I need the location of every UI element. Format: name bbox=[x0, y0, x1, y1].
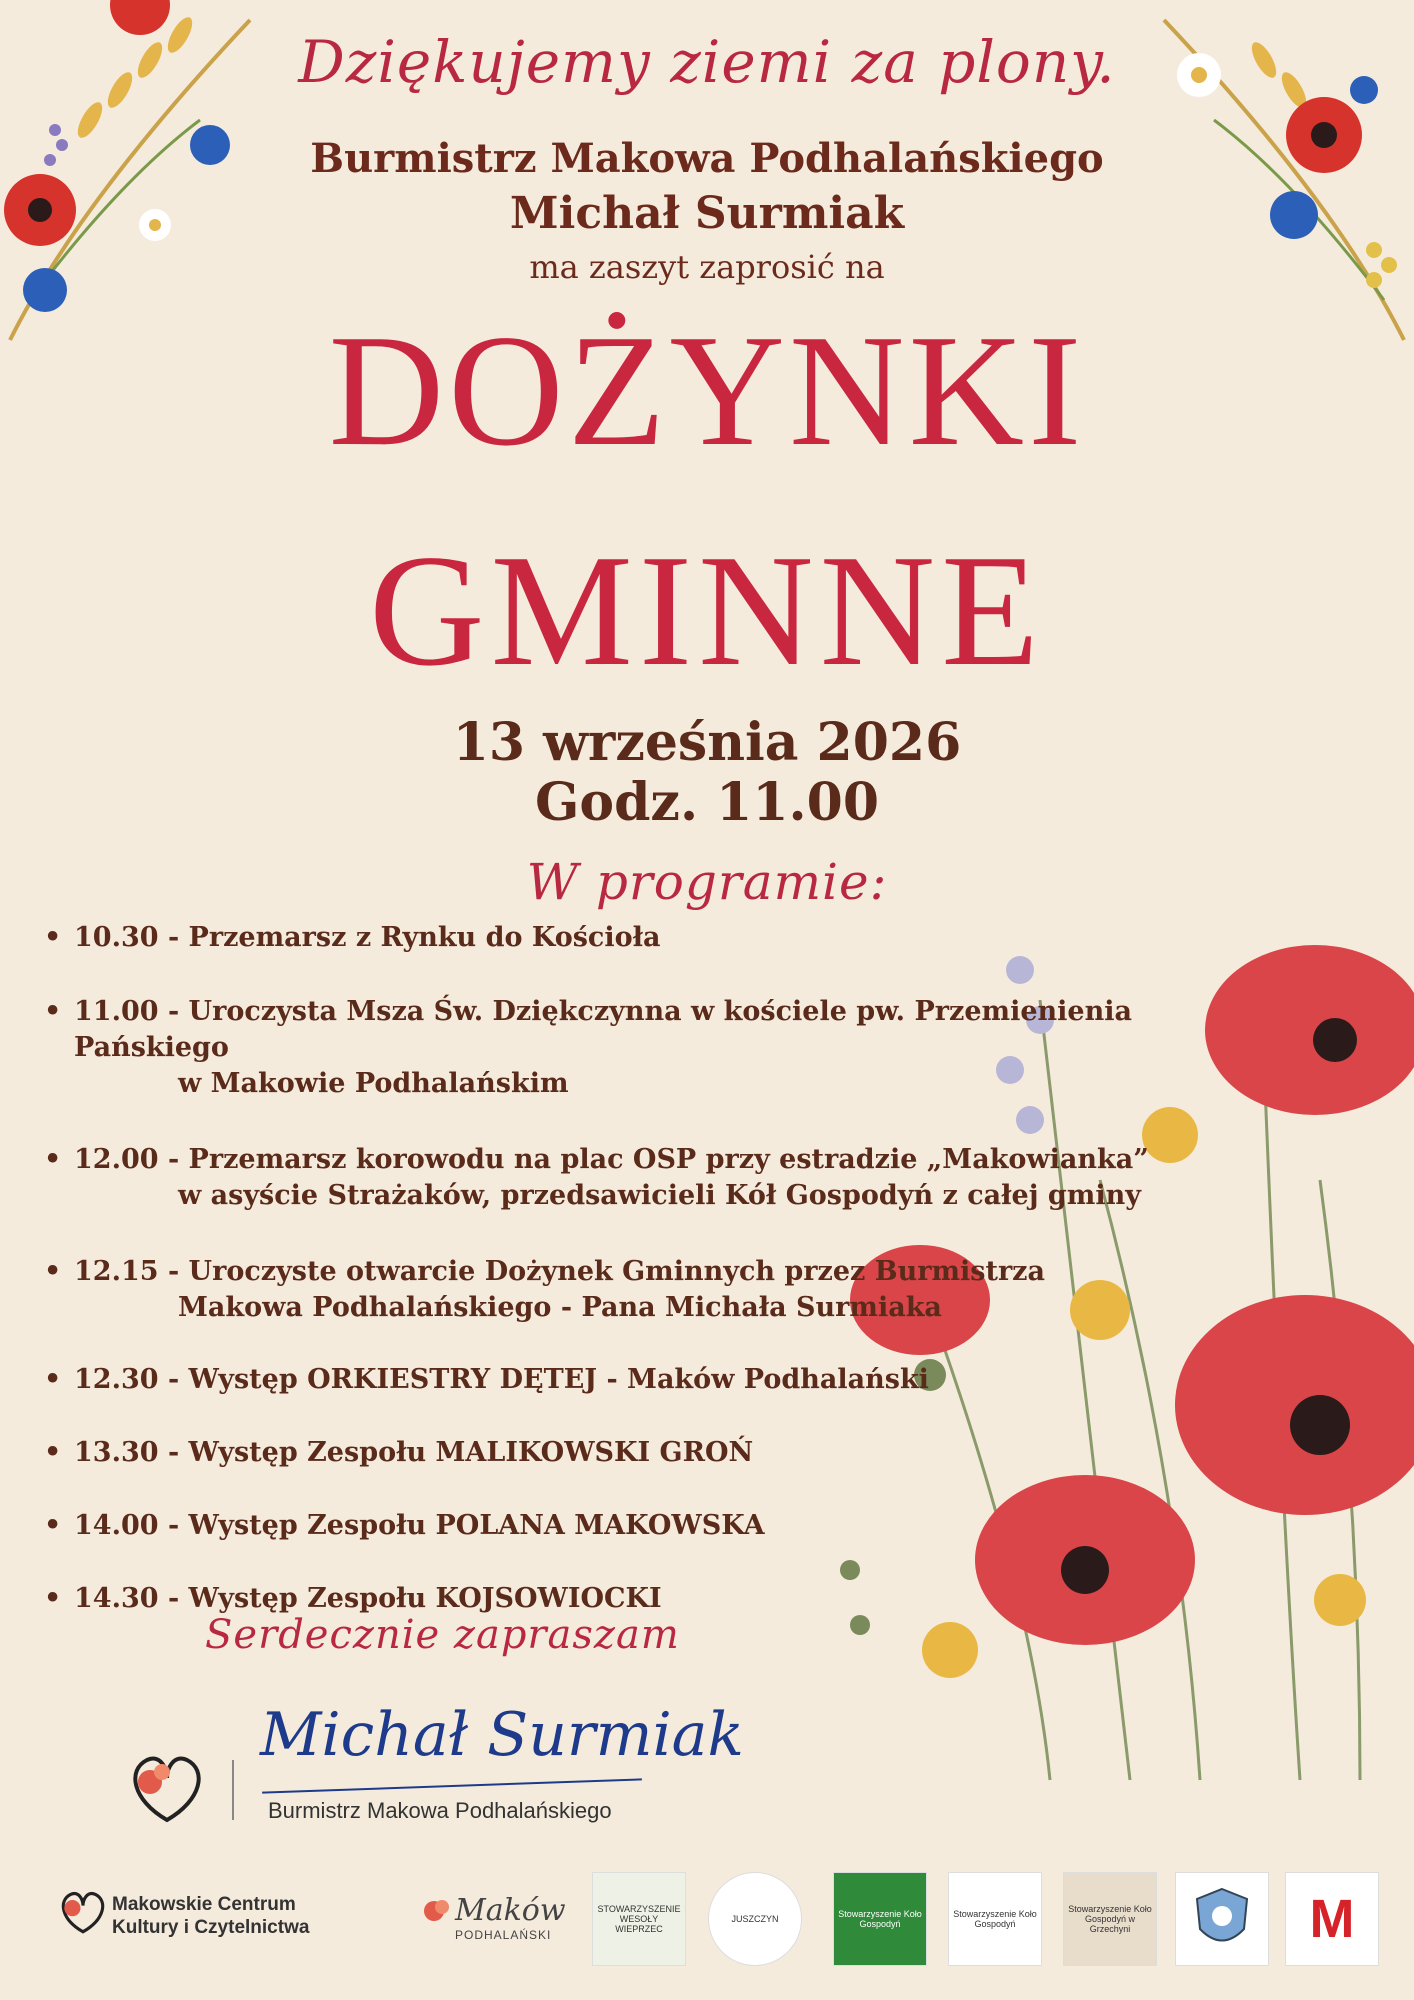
closing-text: Serdecznie zapraszam bbox=[205, 1612, 680, 1658]
program-list bbox=[40, 920, 1280, 1617]
program-item-text: • 12.15 - Uroczyste otwarcie Dożynek Gminnych przez Burmistrza bbox=[74, 1256, 1045, 1287]
program-item bbox=[40, 994, 1280, 1102]
sponsor-logo: M bbox=[1285, 1872, 1379, 1966]
mck-name-line2: Kultury i Czytelnictwa bbox=[112, 1917, 310, 1938]
event-title-line1: DOŻYNKI bbox=[328, 301, 1086, 479]
program-item bbox=[40, 1362, 1280, 1398]
event-date: 13 września 2026 bbox=[452, 712, 962, 773]
mck-poppy-logo-icon bbox=[122, 1740, 212, 1830]
program-item-text: • 11.00 - Uroczysta Msza Św. Dziękczynna w kościele pw. Przemienienia Pańskiego bbox=[74, 996, 1132, 1063]
program-item-text: • 12.30 - Występ ORKIESTRY DĘTEJ - Maków Podhalański bbox=[74, 1364, 929, 1395]
program-item bbox=[40, 1254, 1280, 1326]
mck-logo-icon bbox=[55, 1880, 111, 1940]
makow-poppy-icon bbox=[420, 1893, 456, 1929]
signature-underline bbox=[262, 1778, 642, 1793]
program-item-text: • 10.30 - Przemarsz z Rynku do Kościoła bbox=[74, 922, 661, 953]
program-item bbox=[40, 1142, 1280, 1214]
makow-logo-subtitle: PODHALAŃSKI bbox=[455, 1928, 552, 1942]
program-item-text: • 12.00 - Przemarsz korowodu na plac OSP przy estradzie „Makowianka” bbox=[74, 1144, 1149, 1175]
signature-title: Burmistrz Makowa Podhalańskiego bbox=[268, 1798, 612, 1823]
mck-name-line1: Makowskie Centrum bbox=[112, 1894, 296, 1915]
sponsor-logo: STOWARZYSZENIE WESOŁY WIEPRZEC bbox=[592, 1872, 686, 1966]
sponsor-logo: Stowarzyszenie Koło Gospodyń bbox=[948, 1872, 1042, 1966]
program-item-continuation: w asyście Strażaków, przedsawicieli Kół Gospodyń z całej gminy bbox=[178, 1180, 1141, 1211]
program-heading: W programie: bbox=[526, 853, 888, 911]
program-item bbox=[40, 920, 1280, 956]
event-time: Godz. 11.00 bbox=[534, 772, 880, 833]
sponsor-logo-crest bbox=[1175, 1872, 1269, 1966]
event-title-line2: GMINNE bbox=[369, 521, 1045, 699]
crest-icon bbox=[1192, 1884, 1252, 1954]
program-item-text: • 14.30 - Występ Zespołu KOJSOWIOCKI bbox=[74, 1583, 662, 1614]
sponsor-logo: Stowarzyszenie Koło Gospodyń w Grzechyni bbox=[1063, 1872, 1157, 1966]
program-item bbox=[40, 1508, 1280, 1544]
program-item bbox=[40, 1435, 1280, 1471]
host-name: Michał Surmiak bbox=[509, 188, 905, 239]
program-item-continuation: Makowa Podhalańskiego - Pana Michała Surmiaka bbox=[178, 1292, 942, 1323]
invitation-text: ma zaszyt zaprosić na bbox=[529, 248, 885, 286]
sponsor-logo: JUSZCZYN bbox=[708, 1872, 802, 1966]
makow-logo-text: Maków bbox=[455, 1893, 566, 1928]
program-item-text: • 14.00 - Występ Zespołu POLANA MAKOWSKA bbox=[74, 1510, 765, 1541]
tagline: Dziękujemy ziemi za plony. bbox=[298, 28, 1116, 96]
host-title: Burmistrz Makowa Podhalańskiego bbox=[310, 135, 1104, 182]
mck-logo-text bbox=[112, 1893, 309, 1939]
signature-handwriting: Michał Surmiak bbox=[260, 1700, 744, 1770]
program-item-continuation: w Makowie Podhalańskim bbox=[178, 1068, 569, 1099]
signature-divider bbox=[232, 1760, 234, 1820]
sponsor-logo: Stowarzyszenie Koło Gospodyń bbox=[833, 1872, 927, 1966]
program-item-text: • 13.30 - Występ Zespołu MALIKOWSKI GROŃ bbox=[74, 1437, 754, 1468]
